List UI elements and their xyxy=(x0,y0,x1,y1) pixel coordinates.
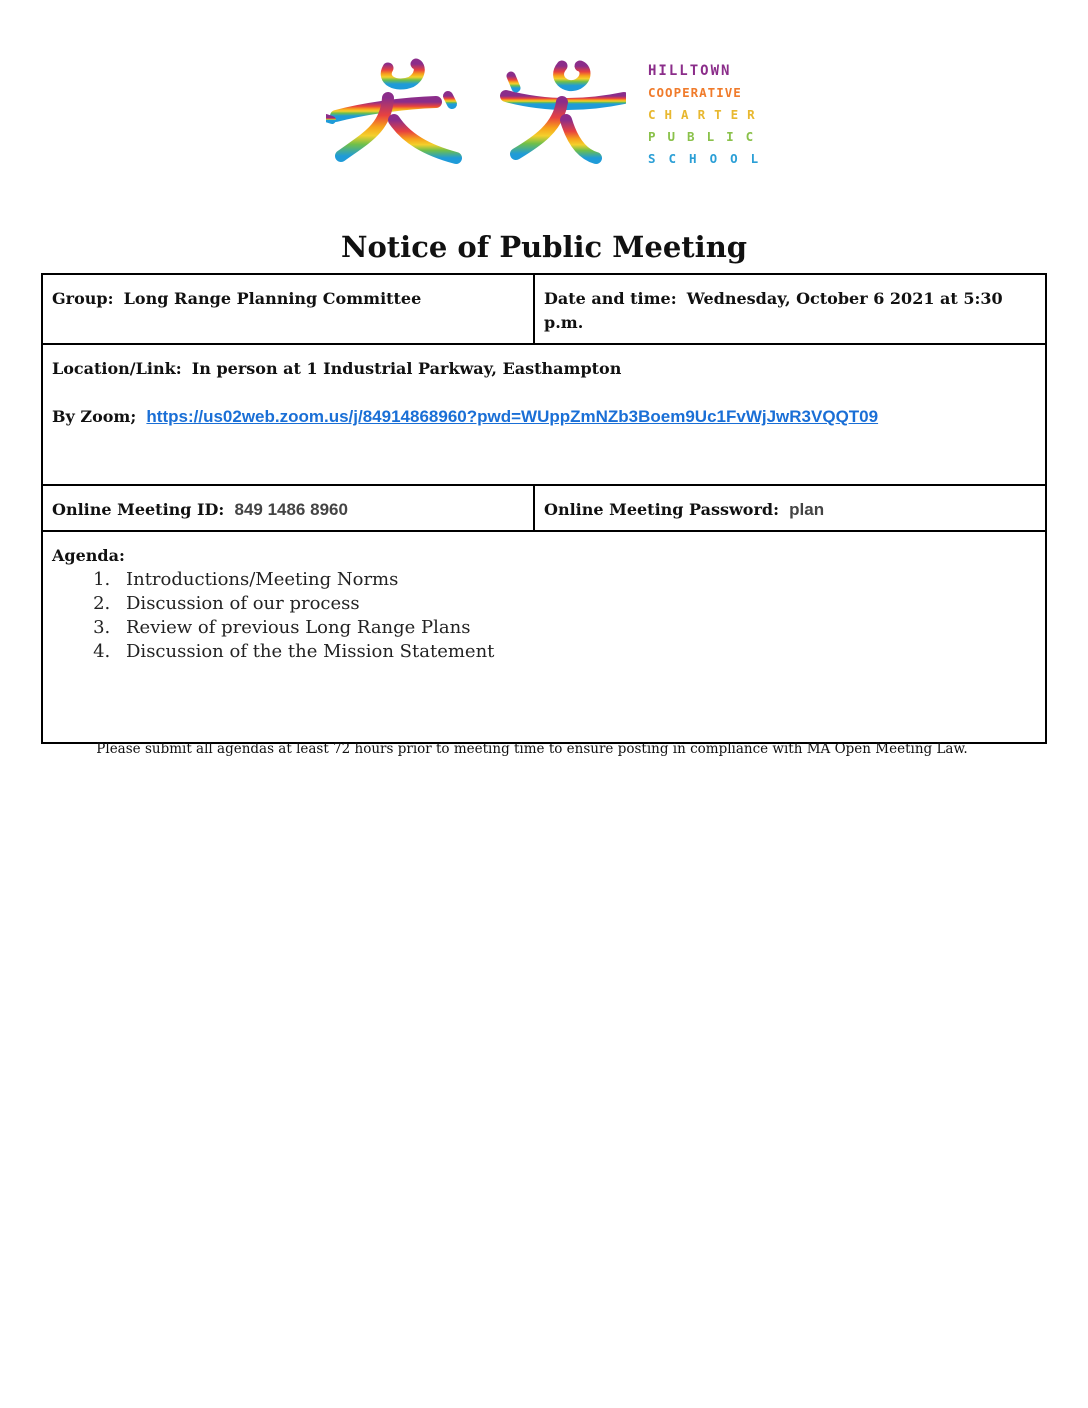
school-logo xyxy=(326,58,786,178)
agenda-item: 2. Discussion of our process xyxy=(116,592,1036,616)
logo-wordmark xyxy=(648,60,771,170)
location-value: In person at 1 Industrial Parkway, Easthampton xyxy=(191,359,622,378)
group-cell xyxy=(42,274,534,344)
meeting-details-table xyxy=(41,273,1047,744)
logo-word: COOPERATIVE xyxy=(648,85,742,100)
agenda-list xyxy=(52,568,1036,664)
zoom-label: By Zoom; xyxy=(52,407,137,426)
meeting-id-value: 849 1486 8960 xyxy=(234,500,348,519)
datetime-cell xyxy=(534,274,1046,344)
group-value: Long Range Planning Committee xyxy=(123,289,422,308)
meeting-id-label: Online Meeting ID: xyxy=(52,500,225,519)
logo-figures-icon xyxy=(326,58,626,178)
agenda-item: 4. Discussion of the the Mission Statement xyxy=(116,640,1036,664)
agenda-item: 1. Introductions/Meeting Norms xyxy=(116,568,1036,592)
datetime-label: Date and time: xyxy=(544,289,677,308)
agenda-item: 3. Review of previous Long Range Plans xyxy=(116,616,1036,640)
location-cell xyxy=(42,344,1046,485)
datetime-value: Wednesday, October 6 2021 at 5:30 p.m. xyxy=(544,289,1003,332)
meeting-id-cell xyxy=(42,485,534,531)
zoom-link[interactable]: https://us02web.zoom.us/j/84914868960?pwd=WUppZmNZb3Boem9Uc1FvWjJwR3VQQT09 xyxy=(146,407,879,426)
logo-word: CHARTER xyxy=(648,107,764,122)
password-value: plan xyxy=(789,500,825,519)
footer-note: Please submit all agendas at least 72 hours prior to meeting time to ensure posting in compliance with MA Open Meeting Law. xyxy=(96,741,968,757)
logo-word: SCHOOL xyxy=(648,151,772,166)
logo-word: HILLTOWN xyxy=(648,63,732,79)
logo-word: PUBLIC xyxy=(648,129,766,144)
location-label: Location/Link: xyxy=(52,359,182,378)
group-label: Group: xyxy=(52,289,114,308)
password-cell xyxy=(534,485,1046,531)
page-title: Notice of Public Meeting xyxy=(340,230,748,264)
password-label: Online Meeting Password: xyxy=(544,500,779,519)
agenda-label: Agenda: xyxy=(52,546,125,565)
agenda-cell xyxy=(42,531,1046,743)
